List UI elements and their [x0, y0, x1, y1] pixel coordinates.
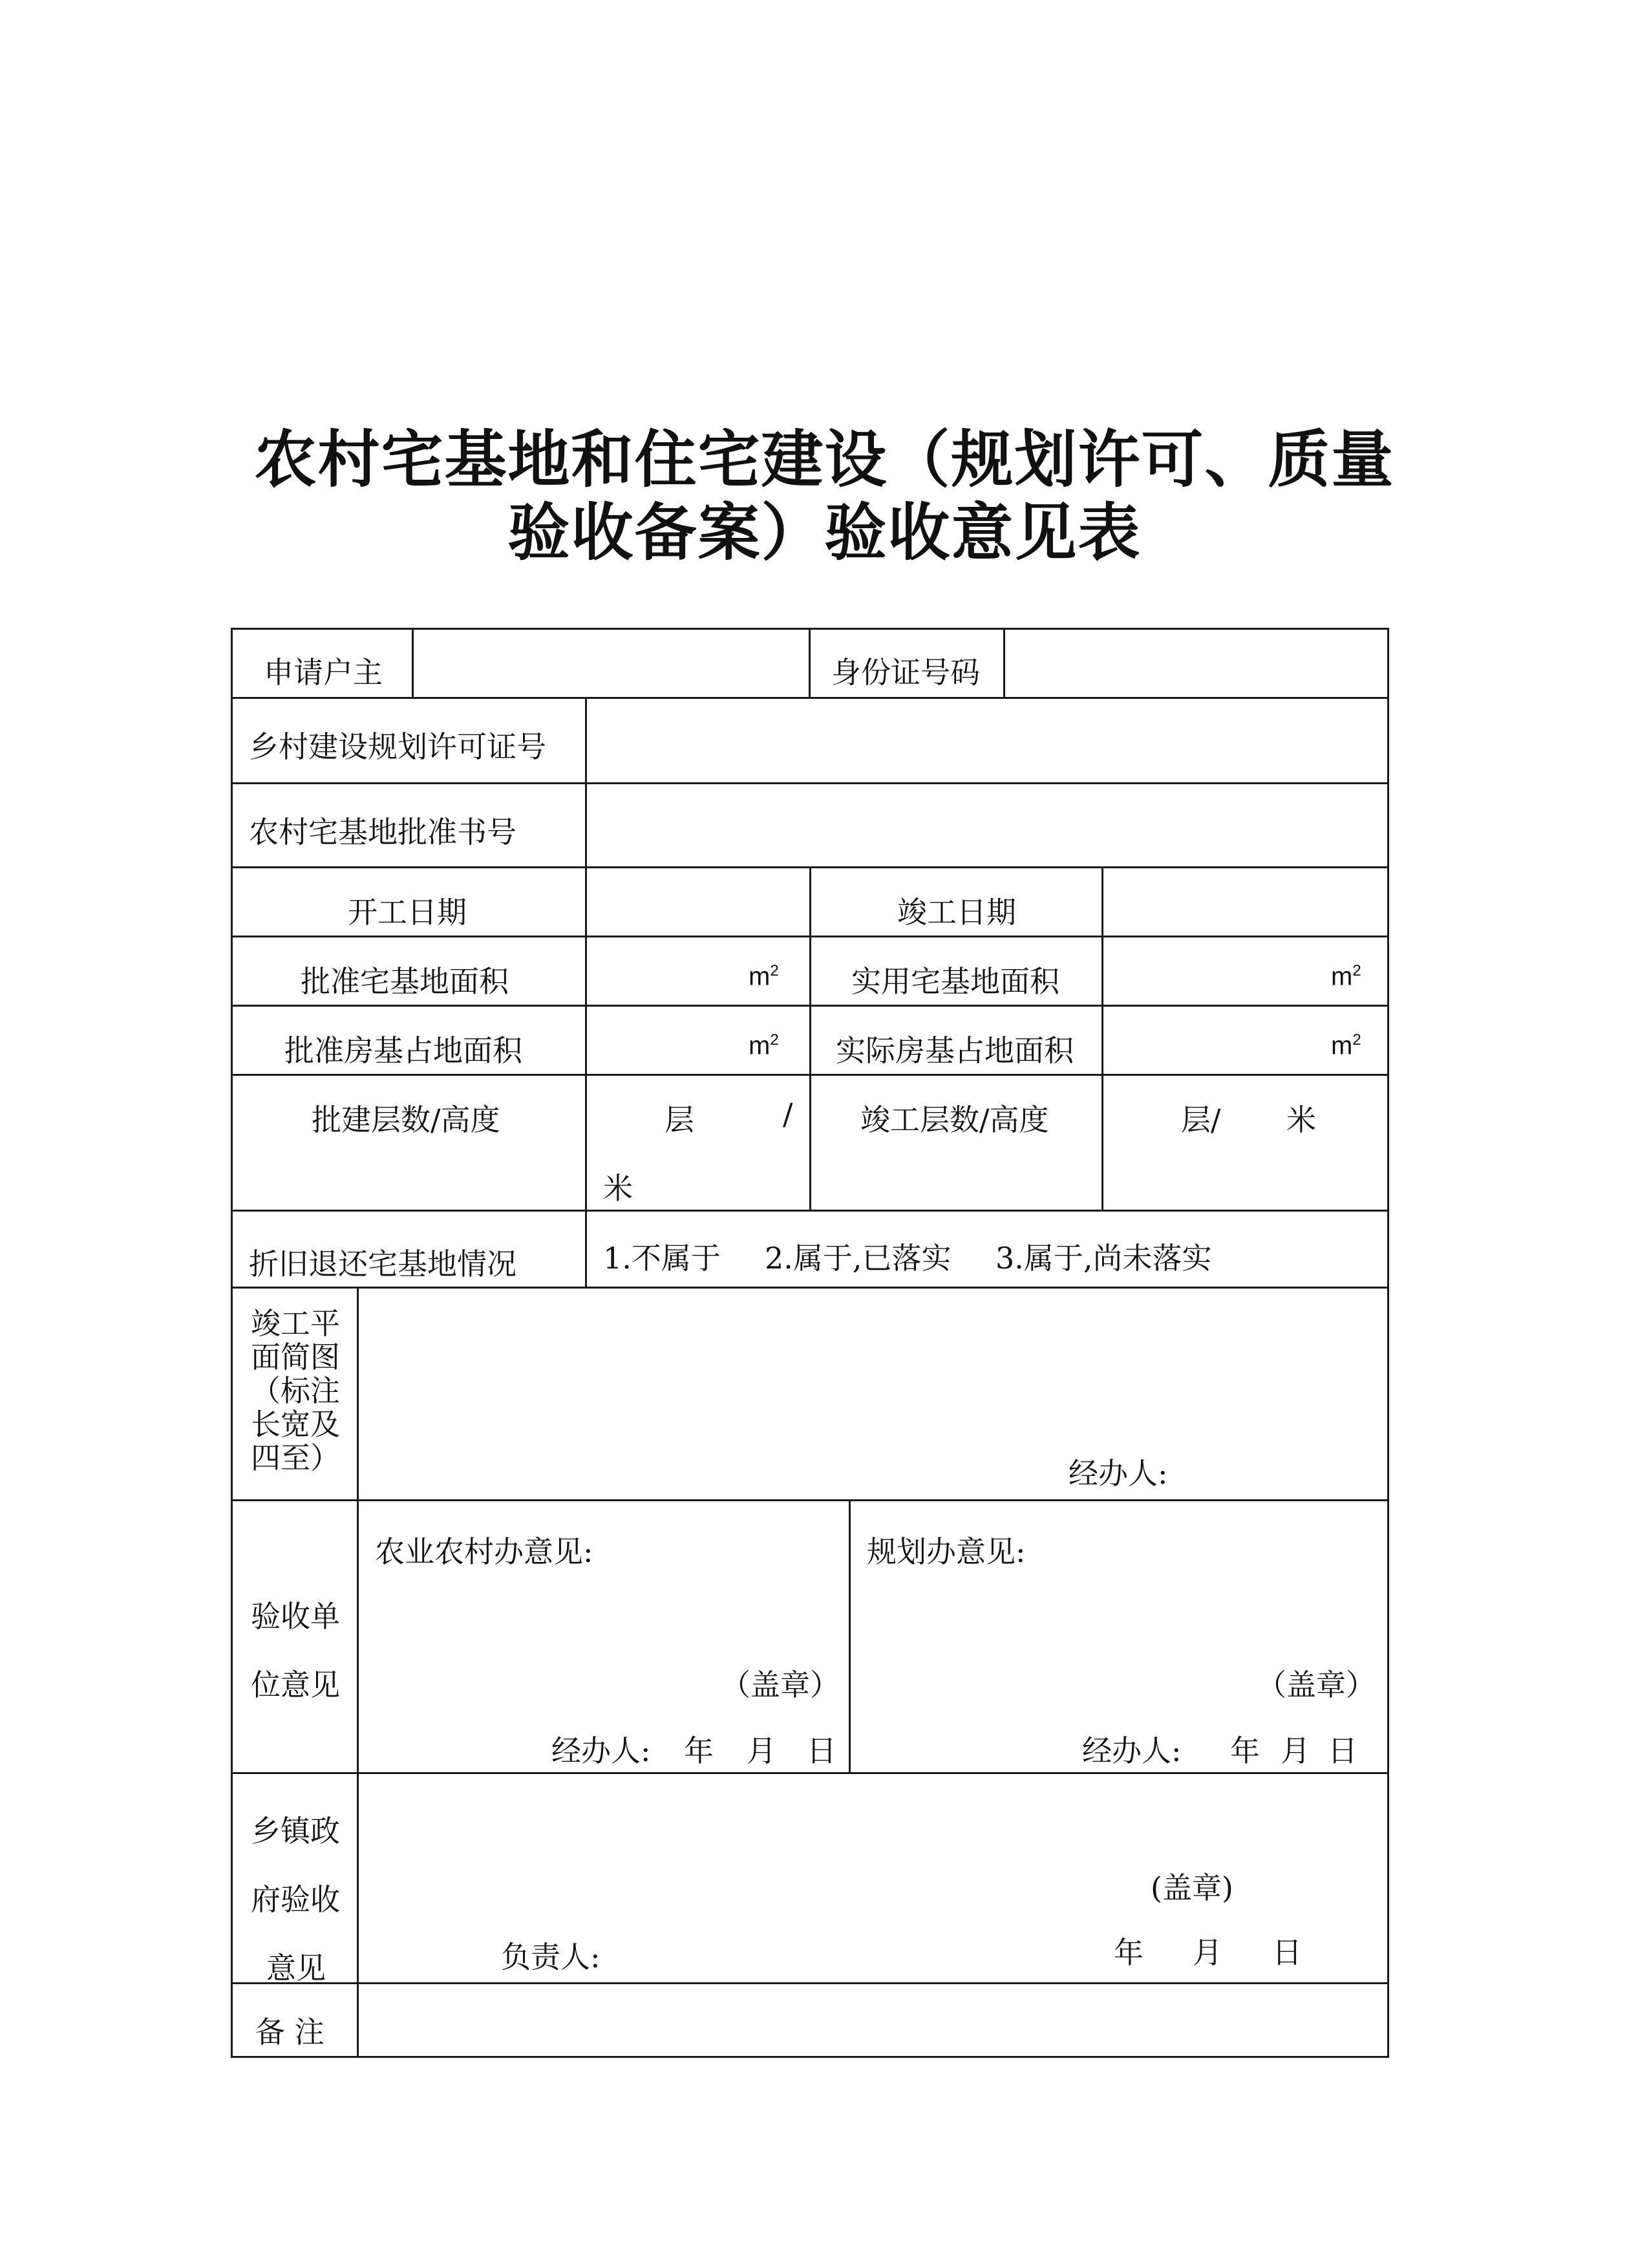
planning-office-month: 月: [1281, 1733, 1310, 1768]
approved-floors-value-cell[interactable]: [585, 1074, 811, 1212]
floor-slash: 层/: [1181, 1102, 1221, 1137]
completion-date-value-cell[interactable]: [1101, 866, 1389, 937]
actual-homestead-area-label: 实用宅基地面积: [851, 964, 1059, 999]
actual-building-area-label: 实际房基占地面积: [836, 1033, 1074, 1068]
agri-office-day: 日: [807, 1733, 836, 1768]
planning-permit-label: 乡村建设规划许可证号: [249, 729, 546, 764]
meter-unit: 米: [1286, 1102, 1316, 1137]
id-number-value-cell[interactable]: [1003, 628, 1389, 699]
start-date-value-cell[interactable]: [585, 866, 811, 937]
area-unit: $m^2$: [1331, 962, 1361, 991]
planning-office-opinion-cell[interactable]: [849, 1499, 1389, 1774]
actual-building-area-value-cell[interactable]: [1101, 1005, 1389, 1076]
plan-sketch-handler: 经办人:: [1069, 1456, 1168, 1491]
id-number-label-cell: [809, 628, 1005, 699]
completed-floors-label: 竣工层数/高度: [860, 1102, 1049, 1137]
remarks-label-cell: [231, 1982, 359, 2058]
completion-date-label-cell: [809, 866, 1103, 937]
demolition-option-3[interactable]: 3.属于,尚未落实: [995, 1241, 1212, 1276]
township-label: 乡镇政 府验收 意见: [251, 1813, 340, 1985]
township-seal: (盖章): [1151, 1870, 1233, 1905]
approved-homestead-area-value-cell[interactable]: [585, 936, 811, 1007]
agri-office-label: 农业农村办意见:: [375, 1534, 593, 1569]
approved-building-area-label-cell: [231, 1005, 587, 1076]
id-number-label: 身份证号码: [831, 655, 980, 690]
agri-office-seal: （盖章）: [721, 1667, 840, 1702]
agri-office-month: 月: [747, 1733, 776, 1768]
planning-office-handler: 经办人:: [1082, 1733, 1182, 1768]
demolition-label-cell: [231, 1210, 587, 1289]
homestead-approval-label: 农村宅基地批准书号: [249, 815, 516, 850]
applicant-label: 申请户主: [264, 655, 383, 690]
approved-building-area-value-cell[interactable]: [585, 1005, 811, 1076]
area-unit: $m^2$: [749, 1031, 779, 1060]
start-date-label-cell: [231, 866, 587, 937]
applicant-value-cell[interactable]: [412, 628, 811, 699]
completed-floors-label-cell: [809, 1074, 1103, 1212]
slash: /: [783, 1097, 793, 1131]
approved-floors-label-cell: [231, 1074, 587, 1212]
applicant-label-cell: [231, 628, 414, 699]
agri-office-opinion-cell[interactable]: [357, 1499, 851, 1774]
homestead-approval-label-cell: [231, 782, 587, 868]
agri-office-year: 年: [684, 1733, 714, 1768]
title-line2: 验收备案）验收意见表: [507, 497, 1142, 569]
area-unit: $m^2$: [1331, 1031, 1361, 1060]
township-month: 月: [1193, 1935, 1222, 1970]
actual-homestead-area-label-cell: [809, 936, 1103, 1007]
actual-building-area-label-cell: [809, 1005, 1103, 1076]
approved-floors-label: 批建层数/高度: [312, 1102, 500, 1137]
planning-permit-value-cell[interactable]: [585, 697, 1389, 784]
demolition-label: 折旧退还宅基地情况: [249, 1246, 516, 1281]
remarks-value-cell[interactable]: [357, 1982, 1389, 2058]
demolition-options-cell[interactable]: [585, 1210, 1389, 1289]
planning-office-label: 规划办意见:: [867, 1534, 1026, 1569]
approved-homestead-area-label: 批准宅基地面积: [301, 964, 509, 999]
demolition-option-2[interactable]: 2.属于,已落实: [765, 1241, 952, 1276]
start-date-label: 开工日期: [348, 895, 467, 930]
township-label-cell: [231, 1772, 359, 1984]
demolition-option-1[interactable]: 1.不属于: [603, 1241, 721, 1276]
meter-unit: 米: [603, 1171, 633, 1206]
homestead-approval-value-cell[interactable]: [585, 782, 1389, 868]
planning-office-seal: （盖章）: [1257, 1667, 1376, 1702]
plan-sketch-label: 竣工平 面简图 （标注 长宽及 四至）: [251, 1306, 340, 1475]
completed-floors-value-cell[interactable]: [1101, 1074, 1389, 1212]
floor-unit: 层: [665, 1102, 694, 1137]
planning-office-day: 日: [1328, 1733, 1357, 1768]
area-unit: $m^2$: [749, 962, 779, 991]
township-year: 年: [1114, 1935, 1144, 1970]
approved-homestead-area-label-cell: [231, 936, 587, 1007]
agri-office-handler: 经办人:: [551, 1733, 651, 1768]
township-responsible: 负责人:: [501, 1940, 601, 1974]
remarks-label: 备 注: [255, 2015, 324, 2049]
township-opinion-cell[interactable]: [357, 1772, 1389, 1984]
actual-homestead-area-value-cell[interactable]: [1101, 936, 1389, 1007]
acceptance-unit-label: 验收单 位意见: [251, 1599, 340, 1702]
completion-date-label: 竣工日期: [897, 895, 1016, 930]
planning-permit-label-cell: [231, 697, 587, 784]
planning-office-year: 年: [1230, 1733, 1260, 1768]
plan-sketch-label-cell: [231, 1287, 359, 1501]
township-day: 日: [1272, 1935, 1302, 1970]
approved-building-area-label: 批准房基占地面积: [284, 1033, 522, 1068]
plan-sketch-area[interactable]: [357, 1287, 1389, 1501]
title-line1: 农村宅基地和住宅建设（规划许可、质量: [254, 423, 1395, 496]
acceptance-unit-label-cell: [231, 1499, 359, 1774]
